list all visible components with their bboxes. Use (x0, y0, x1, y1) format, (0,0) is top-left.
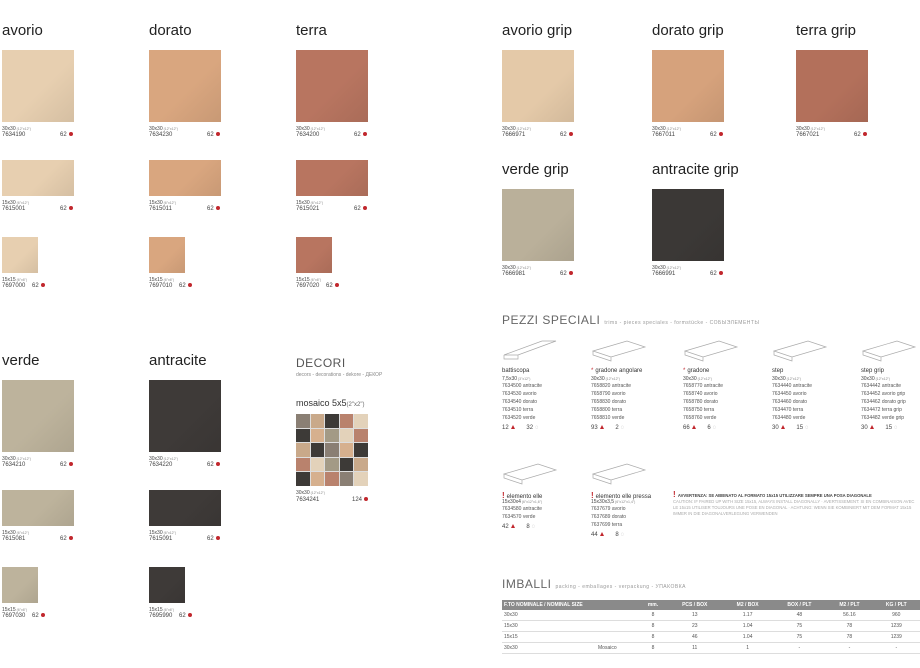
triangle-icon (511, 425, 515, 429)
box-icon: ◌ (894, 425, 898, 431)
pcs-per-box: 62 (326, 283, 339, 289)
product-code: 7615081 (2, 536, 26, 542)
tile-swatch (149, 567, 185, 603)
product-title: dorato grip (652, 22, 724, 39)
tile-swatch (149, 490, 221, 526)
table-cell: 48 (772, 610, 826, 621)
product-title: verde (2, 352, 40, 369)
pcs-per-box: 62 (207, 462, 220, 468)
mosaic-cell (354, 429, 368, 443)
size-label: 30x30 (12"x12") (591, 376, 620, 382)
table-row (502, 643, 920, 654)
trim-drawing (772, 337, 828, 363)
product-code: 7615091 (149, 536, 173, 542)
triangle-icon (600, 425, 604, 429)
product-code: 7634241 (296, 497, 320, 503)
product-code: 7634210 (2, 462, 26, 468)
red-dot-icon (41, 283, 45, 287)
table-header: mm. (639, 600, 666, 610)
mosaic-title: mosaico 5x5(2"x2") (296, 398, 365, 408)
mosaic-cell (311, 429, 325, 443)
table-cell: 11 (667, 643, 723, 654)
product-title: dorato (149, 22, 192, 39)
pcs-per-box: 62 (207, 206, 220, 212)
box-icon: ◌ (531, 524, 536, 530)
product-title: antracite grip (652, 161, 739, 178)
table-header: F.TO NOMINALE / NOMINAL SIZE (502, 600, 596, 610)
trim-name: * gradone (683, 368, 710, 374)
red-dot-icon (69, 206, 73, 210)
table-cell: 30x30 (502, 643, 596, 654)
red-dot-icon (719, 132, 723, 136)
trim-codes: 7634500 antracite 7634530 avorio 7634540 dorato 7634510 terra 7634520 verde (502, 383, 543, 421)
pcs-per-box: 62 (179, 283, 192, 289)
mosaic-cell (340, 472, 354, 486)
trim-name: step grip (861, 368, 885, 374)
tile-swatch (296, 237, 332, 273)
red-dot-icon (569, 132, 573, 136)
size-label: 15x15 (6"x6") (2, 607, 28, 613)
product-title: avorio grip (502, 22, 573, 39)
red-dot-icon (216, 206, 220, 210)
pcs-per-box: 62 (560, 132, 573, 138)
tile-swatch (149, 160, 221, 196)
star-icon: * (683, 368, 686, 374)
mosaic-cell (340, 429, 354, 443)
mosaic-cell (296, 443, 310, 457)
imballi-title: IMBALLI packing - emballages - verpackung - УПАКОВКА (502, 577, 686, 591)
triangle-icon (781, 425, 785, 429)
mosaic-cell (311, 458, 325, 472)
tile-swatch (149, 237, 185, 273)
size-label: 15x30 (6"x12") (2, 200, 30, 206)
pcs-per-box: 124 (352, 497, 368, 503)
table-cell: 23 (667, 621, 723, 632)
product-title: terra (296, 22, 327, 39)
warning-icon: ! (591, 491, 594, 500)
table-cell (596, 632, 639, 643)
trim-pcs: 30 15 ◌ (772, 425, 809, 431)
mosaic-cell (325, 443, 339, 457)
red-dot-icon (719, 271, 723, 275)
decori-title: DECORI (296, 356, 346, 370)
size-label: 15x30 (6"x12") (149, 530, 177, 536)
pcs-per-box: 62 (354, 206, 367, 212)
tile-swatch (502, 50, 574, 122)
star-icon: * (591, 368, 594, 374)
pcs-per-box: 62 (710, 132, 723, 138)
pcs-per-box: 62 (32, 613, 45, 619)
trim-codes: 7658770 antracite 7658740 avorio 7658780 dorato 7658750 terra 7658760 verde (683, 383, 724, 421)
trim-drawing (591, 337, 647, 363)
size-label: 30x30 (12"x12") (772, 376, 801, 382)
mosaic-cell (325, 414, 339, 428)
size-label: 30x30 (12"x12") (796, 126, 825, 132)
tile-swatch (2, 490, 74, 526)
pcs-per-box: 62 (560, 271, 573, 277)
tile-swatch (2, 237, 38, 273)
table-header: PCS / BOX (667, 600, 723, 610)
triangle-icon (511, 524, 515, 528)
red-dot-icon (41, 613, 45, 617)
red-dot-icon (216, 536, 220, 540)
product-code: 7634200 (296, 132, 320, 138)
mosaic-cell (296, 429, 310, 443)
mosaic-cell (296, 472, 310, 486)
warning-icon: ! (673, 490, 678, 499)
table-cell: - (873, 643, 920, 654)
product-code: 7697000 (2, 283, 26, 289)
box-icon: ◌ (620, 425, 625, 431)
table-cell: 1239 (873, 621, 920, 632)
tile-swatch (296, 160, 368, 196)
pcs-per-box: 62 (207, 132, 220, 138)
trim-codes: 7634580 antracite 7634570 verde (502, 506, 543, 520)
product-code: 7697030 (2, 613, 26, 619)
red-dot-icon (69, 462, 73, 466)
size-label: 30x30 (12"x12") (149, 456, 178, 462)
product-code: 7667021 (796, 132, 820, 138)
trim-drawing (502, 460, 558, 486)
mosaic-cell (340, 458, 354, 472)
warning-icon: ! (502, 491, 505, 500)
table-row (502, 621, 920, 632)
size-label: 30x30 (12"x12") (2, 456, 31, 462)
red-dot-icon (363, 132, 367, 136)
product-title: terra grip (796, 22, 857, 39)
table-cell: - (772, 643, 826, 654)
red-dot-icon (364, 497, 368, 501)
table-cell: 56.16 (826, 610, 872, 621)
mosaic-cell (296, 414, 310, 428)
box-icon: ◌ (620, 532, 625, 538)
pcs-per-box: 62 (32, 283, 45, 289)
table-cell: 1.04 (723, 632, 773, 643)
product-code: 7666971 (502, 132, 526, 138)
product-code: 7667011 (652, 132, 675, 138)
tile-swatch (2, 380, 74, 452)
triangle-icon (692, 425, 696, 429)
pcs-per-box: 62 (354, 132, 367, 138)
triangle-icon (600, 532, 604, 536)
size-label: 15x15 (6"x6") (149, 607, 175, 613)
product-code: 7697010 (149, 283, 173, 289)
table-row (502, 632, 920, 643)
tile-swatch (149, 50, 221, 122)
trim-pcs: 12 32 ◌ (502, 425, 539, 431)
size-label: 15x15 (6"x6") (2, 277, 28, 283)
table-cell: 8 (639, 621, 666, 632)
size-label: 7,5x30 (3"x12") (502, 376, 531, 382)
red-dot-icon (216, 132, 220, 136)
table-cell: 75 (772, 632, 826, 643)
table-cell: 46 (667, 632, 723, 643)
mosaic-cell (311, 472, 325, 486)
product-code: 7697020 (296, 283, 320, 289)
mosaic-cell (311, 443, 325, 457)
product-code: 7666991 (652, 271, 676, 277)
mosaic-cell (325, 429, 339, 443)
tile-swatch (2, 567, 38, 603)
size-label: 15x30x3,5 (6"x12"x1,4") (591, 499, 636, 505)
trim-drawing (502, 337, 558, 363)
trim-codes: 7637679 avorio 7637689 dorato 7637699 terra (591, 506, 627, 528)
red-dot-icon (69, 132, 73, 136)
tile-swatch (2, 50, 74, 122)
table-header: M2 / PLT (826, 600, 872, 610)
product-code: 7634190 (2, 132, 26, 138)
tile-swatch (652, 50, 724, 122)
mosaic-cell (354, 414, 368, 428)
table-cell: 13 (667, 610, 723, 621)
size-label: 30x30 (12"x12") (2, 126, 31, 132)
trim-pcs: 42 8 ◌ (502, 524, 536, 530)
mosaic-cell (340, 443, 354, 457)
table-cell: 30x30 (502, 610, 596, 621)
size-label: 15x15 (6"x6") (149, 277, 175, 283)
mosaic-cell (354, 458, 368, 472)
pcs-per-box: 62 (207, 536, 220, 542)
table-header: KG / PLT (873, 600, 920, 610)
pcs-per-box: 62 (710, 271, 723, 277)
product-code: 7695990 (149, 613, 173, 619)
red-dot-icon (569, 271, 573, 275)
mosaic-cell (354, 443, 368, 457)
size-label: 15x15 (6"x6") (296, 277, 322, 283)
decori-subtitle: decors - decorations - dekore - ДЕКОР (296, 372, 383, 378)
size-label: 30x30 (12"x12") (652, 265, 681, 271)
size-label: 15x30 (6"x12") (296, 200, 324, 206)
pcs-per-box: 62 (60, 132, 73, 138)
trim-name: step (772, 368, 784, 374)
trim-pcs: 66 6 ◌ (683, 425, 717, 431)
table-cell: 15x15 (502, 632, 596, 643)
trim-codes: 7634442 antracite 7634452 avorio grip 7634462 dorato grip 7634472 terra grip 7634482 verde grip (861, 383, 906, 421)
product-code: 7634230 (149, 132, 173, 138)
size-label: 30x30 (12"x12") (149, 126, 178, 132)
size-label: 30x30 (12"x12") (683, 376, 712, 382)
trim-name: ! elemento elle pressa (591, 491, 652, 500)
table-cell: 1239 (873, 632, 920, 643)
table-cell: 1.17 (723, 610, 773, 621)
table-row (502, 610, 920, 621)
tile-swatch (502, 189, 574, 261)
table-header (596, 600, 639, 610)
warning-note: ! AVVERTENZA: SE ABBINATO AL FORMATO 15x15 UTILIZZARE SEMPRE UNA POSA DIAGONALE CAUTION: IF PAIRED UP WITH SIZE 15x15, ALWAYS INSTALL DIAGONALLY · AVERTISSEMENT: SI EN COMBINAISON AVEC LE 15x15 UTILISER TOUJOURS UNE POSE EN DIAGONAL · ACHTUNG: WENN SIE KOMBINIERT MIT DEM FORMAT 15x15 IMMER IN DIE DIAGONALVERLEGUNG VERWENDEN (673, 490, 915, 516)
size-label: 30x30 (12"x12") (502, 126, 531, 132)
trim-name: ! elemento elle (502, 491, 543, 500)
table-cell: 1.04 (723, 621, 773, 632)
pcs-per-box: 62 (854, 132, 867, 138)
triangle-icon (870, 425, 874, 429)
product-code: 7615001 (2, 206, 26, 212)
product-code: 7634220 (149, 462, 173, 468)
trim-drawing (683, 337, 739, 363)
pcs-per-box: 62 (60, 536, 73, 542)
trim-name: battiscopa (502, 368, 530, 374)
red-dot-icon (863, 132, 867, 136)
tile-swatch (296, 50, 368, 122)
table-cell: 15x30 (502, 621, 596, 632)
size-label: 30x30 (12"x12") (652, 126, 681, 132)
product-code: 7615021 (296, 206, 320, 212)
table-cell: 78 (826, 621, 872, 632)
pcs-per-box: 62 (60, 206, 73, 212)
table-cell: 8 (639, 632, 666, 643)
tile-swatch (2, 160, 74, 196)
trim-drawing (591, 460, 647, 486)
table-header: BOX / PLT (772, 600, 826, 610)
tile-swatch (149, 380, 221, 452)
red-dot-icon (216, 462, 220, 466)
size-label: 30x30 (12"x12") (296, 126, 325, 132)
trim-drawing (861, 337, 917, 363)
packing-table (502, 600, 920, 654)
size-label: 30x30 (12"x12") (502, 265, 531, 271)
table-cell: 75 (772, 621, 826, 632)
red-dot-icon (188, 283, 192, 287)
pcs-per-box: 62 (179, 613, 192, 619)
table-header: M2 / BOX (723, 600, 773, 610)
product-title: verde grip (502, 161, 569, 178)
product-code: 7615011 (149, 206, 172, 212)
pezzi-title: PEZZI SPECIALI trims - pieces speciales - formstücke - СОБЫЭЛЕМЕНТЫ (502, 313, 760, 327)
mosaic-swatch (296, 414, 368, 486)
mosaic-cell (340, 414, 354, 428)
box-icon: ◌ (712, 425, 717, 431)
red-dot-icon (335, 283, 339, 287)
mosaic-cell (296, 458, 310, 472)
tile-swatch (796, 50, 868, 122)
size-label: 15x30x4 (6"x12"x1,6") (502, 499, 543, 505)
table-cell: 78 (826, 632, 872, 643)
size-label: 30x30 (12"x12") (861, 376, 890, 382)
trim-name: * gradone angolare (591, 368, 643, 374)
box-icon: ◌ (535, 425, 539, 431)
trim-pcs: 30 15 ◌ (861, 425, 898, 431)
table-cell: Mosaico (596, 643, 639, 654)
table-cell: 960 (873, 610, 920, 621)
mosaic-cell (354, 472, 368, 486)
size-label: 15x30 (6"x12") (2, 530, 30, 536)
red-dot-icon (69, 536, 73, 540)
box-icon: ◌ (805, 425, 809, 431)
mosaic-cell (325, 472, 339, 486)
trim-codes: 7634440 antracite 7634450 avorio 7634460 dorato 7634470 terra 7634480 verde (772, 383, 813, 421)
trim-pcs: 93 2 ◌ (591, 425, 625, 431)
table-cell: 1 (723, 643, 773, 654)
table-cell: 8 (639, 610, 666, 621)
product-code: 7666981 (502, 271, 526, 277)
red-dot-icon (188, 613, 192, 617)
red-dot-icon (363, 206, 367, 210)
pcs-per-box: 62 (60, 462, 73, 468)
table-cell: 8 (639, 643, 666, 654)
tile-swatch (652, 189, 724, 261)
size-label: 15x30 (6"x12") (149, 200, 177, 206)
mosaic-cell (311, 414, 325, 428)
table-cell (596, 621, 639, 632)
product-title: antracite (149, 352, 207, 369)
mosaic-cell (325, 458, 339, 472)
product-title: avorio (2, 22, 43, 39)
table-cell (596, 610, 639, 621)
trim-pcs: 44 8 ◌ (591, 532, 625, 538)
table-cell: - (826, 643, 872, 654)
size-label: 30x30 (12"x12") (296, 490, 325, 496)
trim-codes: 7658820 antracite 7658790 avorio 7658830 dorato 7658800 terra 7658810 verde (591, 383, 632, 421)
